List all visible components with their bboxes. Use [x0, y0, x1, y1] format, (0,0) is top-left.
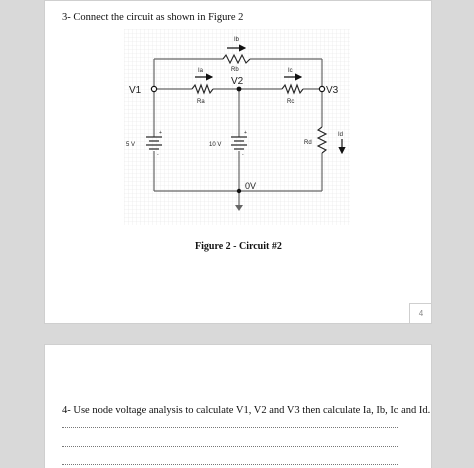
- label-ic: Ic: [288, 68, 293, 74]
- label-minus-10v: -: [242, 152, 244, 158]
- node-v3: [319, 86, 324, 91]
- figure-caption: Figure 2 - Circuit #2: [195, 241, 282, 252]
- label-source-10v: 10 V: [209, 142, 222, 148]
- label-source-5v: 5 V: [126, 142, 136, 148]
- node-v2: [237, 87, 242, 92]
- answer-line-1: [62, 427, 398, 428]
- document-page-1: [44, 0, 432, 324]
- document-page-2: [44, 344, 432, 468]
- node-0v: [237, 189, 241, 193]
- label-ground: 0V: [245, 181, 257, 191]
- label-minus-5v: -: [157, 152, 159, 158]
- label-v1: V1: [129, 85, 142, 96]
- circuit-figure: [124, 29, 350, 225]
- label-plus-10v: +: [244, 130, 247, 136]
- answer-line-2: [62, 446, 398, 447]
- label-plus-5v: +: [159, 130, 162, 136]
- label-v2: V2: [231, 76, 244, 87]
- page-number: 4: [409, 303, 432, 324]
- answer-line-3: [62, 464, 398, 465]
- label-ib: Ib: [234, 37, 240, 43]
- node-v1: [151, 86, 156, 91]
- label-rd: Rd: [304, 140, 312, 146]
- label-v3: V3: [326, 85, 339, 96]
- label-rc: Rc: [287, 99, 295, 105]
- label-ia: Ia: [198, 68, 204, 74]
- label-ra: Ra: [197, 99, 205, 105]
- question-4-text: 4- Use node voltage analysis to calculate V1, V2 and V3 then calculate Ia, Ib, Ic and Id.: [62, 405, 431, 416]
- question-3-text: 3- Connect the circuit as shown in Figure 2: [62, 12, 244, 23]
- label-id: Id: [338, 132, 344, 138]
- label-rb: Rb: [231, 67, 239, 73]
